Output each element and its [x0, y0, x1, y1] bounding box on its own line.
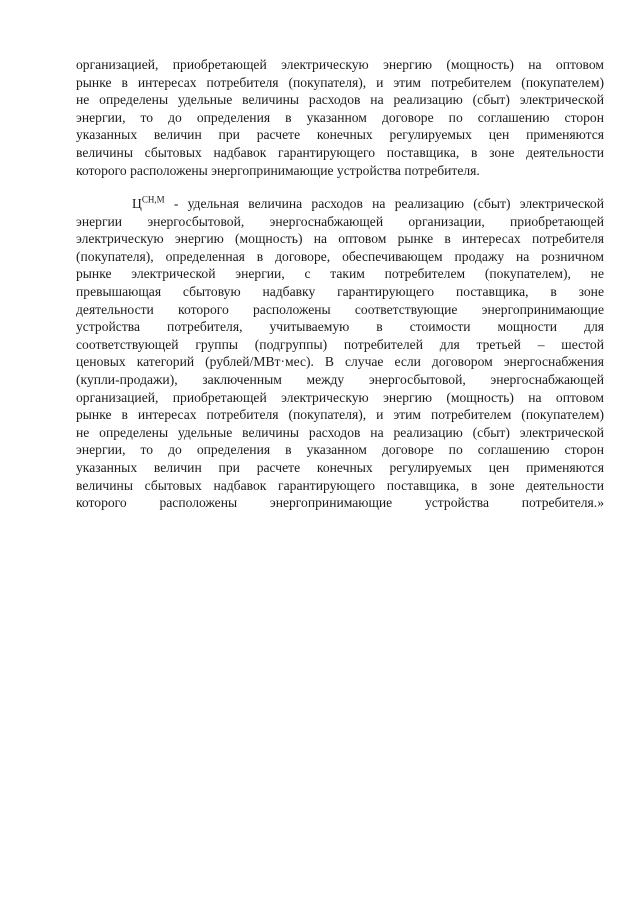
paragraph-2-line: рынке электрической энергии, с таким потребителем (покупателем), не — [76, 266, 604, 282]
paragraph-2-line: ценовых категорий (рублей/МВт·мес). В случае если договором энергоснабжения — [76, 354, 604, 370]
paragraph-2-line: рынке в интересах потребителя (покупателя), и этим потребителем (покупателем) — [76, 407, 604, 423]
paragraph-2 — [76, 195, 604, 512]
paragraph-2-line: организацией, приобретающей электрическую энергию (мощность) на оптовом — [76, 389, 604, 405]
paragraph-2-line: соответствующей группы (подгруппы) потребителей для третьей – шестой — [76, 336, 604, 352]
paragraph-2-line: величины сбытовых надбавок гарантирующего поставщика, в зоне деятельности — [76, 477, 604, 493]
paragraph-2-line: которого расположены энергопринимающие устройства потребителя.» — [76, 495, 604, 511]
paragraph-2-line: не определены удельные величины расходов на реализацию (сбыт) электрической — [76, 424, 604, 440]
paragraph-2-line: энергии, то до определения в указанном договоре по соглашению сторон — [76, 442, 604, 458]
paragraph-2-line: (покупателя), определенная в договоре, обеспечивающем продажу на розничном — [76, 248, 604, 264]
paragraph-2-line: (купли-продажи), заключенным между энергосбытовой, энергоснабжающей — [76, 371, 604, 387]
price-symbol-superscript: СН,М — [141, 195, 165, 205]
paragraph-1 — [76, 56, 604, 179]
paragraph-2-line: устройства потребителя, учитываемую в стоимости мощности для — [76, 319, 604, 335]
paragraph-2-first-line-text: - удельная величина расходов на реализацию (сбыт) электрической — [164, 196, 604, 211]
paragraph-2-line: электрическую энергию (мощность) на оптовом рынке в интересах потребителя — [76, 231, 604, 247]
paragraph-2-line: указанных величин при расчете конечных регулируемых цен применяются — [76, 459, 604, 475]
paragraph-1-line: энергии, то до определения в указанном договоре по соглашению сторон — [76, 109, 604, 125]
paragraph-2-line: деятельности которого расположены соответствующие энергопринимающие — [76, 301, 604, 317]
paragraph-1-line: рынке в интересах потребителя (покупателя), и этим потребителем (покупателем) — [76, 74, 604, 90]
paragraph-1-line: организацией, приобретающей электрическую энергию (мощность) на оптовом — [76, 57, 604, 72]
paragraph-2-line: превышающая сбытовую надбавку гарантирующего поставщика, в зоне — [76, 283, 604, 299]
paragraph-1-line: величины сбытовых надбавок гарантирующего поставщика, в зоне деятельности — [76, 144, 604, 160]
paragraph-2-first-line — [76, 195, 604, 213]
paragraph-1-line: указанных величин при расчете конечных регулируемых цен применяются — [76, 127, 604, 143]
paragraph-1-line: не определены удельные величины расходов на реализацию (сбыт) электрической — [76, 92, 604, 108]
price-symbol: Ц — [132, 196, 142, 211]
paragraph-1-line: которого расположены энергопринимающие устройства потребителя. — [76, 162, 480, 178]
paragraph-2-line: энергии энергосбытовой, энергоснабжающей организации, приобретающей — [76, 213, 604, 229]
